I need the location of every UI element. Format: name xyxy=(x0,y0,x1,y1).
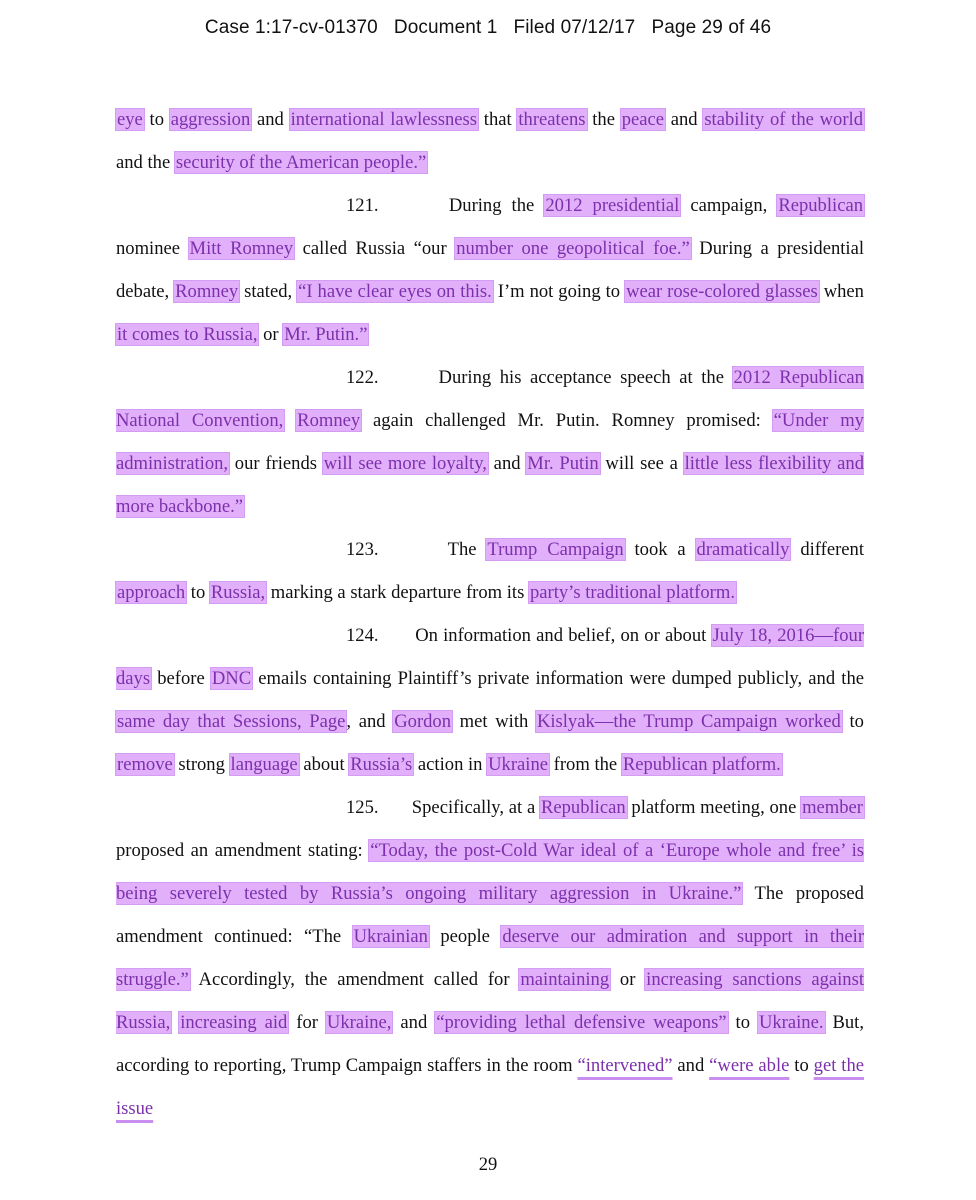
paragraph-121 xyxy=(116,184,864,356)
body-text: about xyxy=(298,754,350,775)
body-text: to xyxy=(727,1012,758,1033)
highlighted-text: aggression xyxy=(170,109,251,130)
body-text: Accordingly, the amendment called for xyxy=(189,969,520,990)
body-text: the xyxy=(586,109,621,130)
highlighted-text: Mr. Putin xyxy=(527,453,599,474)
filed-date: Filed 07/12/17 xyxy=(513,17,636,38)
highlighted-text: Trump Campaign xyxy=(487,539,624,560)
body-text: Specifically, at a xyxy=(411,797,540,818)
body-text: when xyxy=(818,281,864,302)
highlighted-text: Mitt Romney xyxy=(189,238,294,259)
highlighted-text: Ukraine. xyxy=(758,1012,824,1033)
body-text: to xyxy=(841,711,864,732)
paragraph-number: 121. xyxy=(346,195,379,216)
paragraph-continued xyxy=(116,98,864,184)
highlighted-text: July 18, 2016—four days xyxy=(116,625,865,689)
body-text: different xyxy=(790,539,865,560)
highlighted-text: 2012 Republican National Convention, xyxy=(116,367,864,431)
body-text: again challenged Mr. Putin. Romney promised: xyxy=(361,410,773,431)
highlighted-text: Gordon xyxy=(394,711,452,732)
body-text: to xyxy=(186,582,210,603)
body-text xyxy=(284,410,296,431)
highlighted-text: “I have clear eyes on this. xyxy=(298,281,492,302)
highlighted-text: Russia, xyxy=(210,582,266,603)
highlighted-text: Republican xyxy=(540,797,626,818)
highlighted-text: member xyxy=(802,797,863,818)
highlighted-text: Republican xyxy=(778,195,863,216)
document-number: Document 1 xyxy=(393,17,498,38)
body-text: emails containing Plaintiff’s private information were dumped publicly, and the xyxy=(252,668,865,689)
highlighted-text: “providing lethal defensive weapons” xyxy=(436,1012,727,1033)
body-text: and xyxy=(672,1055,710,1076)
body-text: that xyxy=(478,109,518,130)
paragraph-number: 125. xyxy=(346,797,379,818)
paragraph-122 xyxy=(116,356,864,528)
highlighted-text: eye xyxy=(117,109,143,130)
body-text: and xyxy=(665,109,704,130)
body-text: nominee xyxy=(116,238,189,259)
highlighted-text: maintaining xyxy=(520,969,610,990)
highlighted-text: “Under my administration, xyxy=(116,410,864,474)
body-text: stated, xyxy=(239,281,298,302)
paragraph-number: 123. xyxy=(346,539,379,560)
highlighted-text: approach xyxy=(117,582,186,603)
highlighted-text: peace xyxy=(621,109,664,130)
body-text: strong xyxy=(173,754,230,775)
case-number: Case 1:17-cv-01370 xyxy=(204,17,378,38)
body-text: But, according to reporting, Trump Campaign staffers in the room xyxy=(116,1012,864,1076)
body-text: will see a xyxy=(599,453,684,474)
underlined-text: get the issue xyxy=(116,1055,865,1119)
highlighted-text: 2012 presidential xyxy=(545,195,680,216)
body-text: , and xyxy=(346,711,394,732)
body-text: On information and belief, on or about xyxy=(415,625,712,646)
paragraph-number: 122. xyxy=(346,367,379,388)
highlighted-text: Russia’s xyxy=(350,754,413,775)
body-text: and xyxy=(487,453,527,474)
highlighted-text: Kislyak—the Trump Campaign worked xyxy=(536,711,841,732)
highlighted-text: number one geopolitical foe.” xyxy=(456,238,690,259)
highlighted-text: dramatically xyxy=(696,539,790,560)
body-text: took a xyxy=(624,539,696,560)
body-text: before xyxy=(151,668,211,689)
paragraph-125 xyxy=(116,786,864,1130)
underlined-text: “intervened” xyxy=(577,1055,673,1076)
paragraph-124 xyxy=(116,614,864,786)
body-text: our friends xyxy=(229,453,323,474)
highlighted-text: party’s traditional platform. xyxy=(529,582,735,603)
highlighted-text: same day that Sessions, Page xyxy=(117,711,346,732)
highlighted-text: will see more loyalty, xyxy=(323,453,487,474)
highlighted-text: international lawlessness xyxy=(290,109,478,130)
highlighted-text: Mr. Putin.” xyxy=(284,324,368,345)
highlighted-text: threatens xyxy=(518,109,586,130)
highlighted-text: remove xyxy=(117,754,173,775)
body-text: During the xyxy=(448,195,545,216)
body-text: platform meeting, one xyxy=(626,797,802,818)
body-text: I’m not going to xyxy=(492,281,626,302)
highlighted-text: Romney xyxy=(175,281,239,302)
highlighted-text: wear rose-colored glasses xyxy=(626,281,818,302)
highlighted-text: Republican platform. xyxy=(622,754,781,775)
highlighted-text: Romney xyxy=(297,410,361,431)
case-header xyxy=(0,17,976,39)
body-text: people xyxy=(428,926,502,947)
body-text: action in xyxy=(413,754,488,775)
body-text: called Russia “our xyxy=(294,238,456,259)
highlighted-text: increasing aid xyxy=(180,1012,288,1033)
body-text: to xyxy=(789,1055,814,1076)
highlighted-text: stability of the world xyxy=(704,109,863,130)
body-text: During his acceptance speech at the xyxy=(438,367,733,388)
page-of-pages: Page 29 of 46 xyxy=(651,17,772,38)
body-text: met with xyxy=(452,711,536,732)
body-text: or xyxy=(258,324,284,345)
page-number: 29 xyxy=(478,1154,498,1175)
paragraph-123 xyxy=(116,528,864,614)
body-text: for xyxy=(288,1012,326,1033)
body-text: campaign, xyxy=(680,195,778,216)
body-text: from the xyxy=(549,754,622,775)
highlighted-text: little less flexibility and more backbone.” xyxy=(116,453,864,517)
underlined-text: “were able xyxy=(709,1055,790,1076)
highlighted-text: Ukrainian xyxy=(353,926,428,947)
highlighted-text: deserve our admiration and support in their struggle.” xyxy=(116,926,865,990)
paragraph-number: 124. xyxy=(346,625,379,646)
body-text: and xyxy=(392,1012,436,1033)
highlighted-text: DNC xyxy=(211,668,252,689)
highlighted-text: increasing sanctions against Russia, xyxy=(116,969,864,1033)
body-text: and the xyxy=(116,152,175,173)
highlighted-text: “Today, the post-Cold War ideal of a ‘Europe whole and free’ is being severely tested by Russia’s ongoing military aggression in Ukraine.” xyxy=(116,840,865,904)
highlighted-text: security of the American people.” xyxy=(175,152,427,173)
body-text: to xyxy=(143,109,170,130)
document-body xyxy=(116,98,864,1130)
highlighted-text: language xyxy=(230,754,298,775)
body-text: The proposed amendment continued: “The xyxy=(116,883,864,947)
highlighted-text: Ukraine xyxy=(488,754,549,775)
body-text: The xyxy=(447,539,487,560)
body-text: or xyxy=(610,969,646,990)
highlighted-text: Ukraine, xyxy=(326,1012,392,1033)
body-text: marking a stark departure from its xyxy=(266,582,529,603)
body-text: and xyxy=(251,109,290,130)
body-text: proposed an amendment stating: xyxy=(116,840,370,861)
highlighted-text: it comes to Russia, xyxy=(117,324,258,345)
body-text: During a presidential debate, xyxy=(116,238,865,302)
